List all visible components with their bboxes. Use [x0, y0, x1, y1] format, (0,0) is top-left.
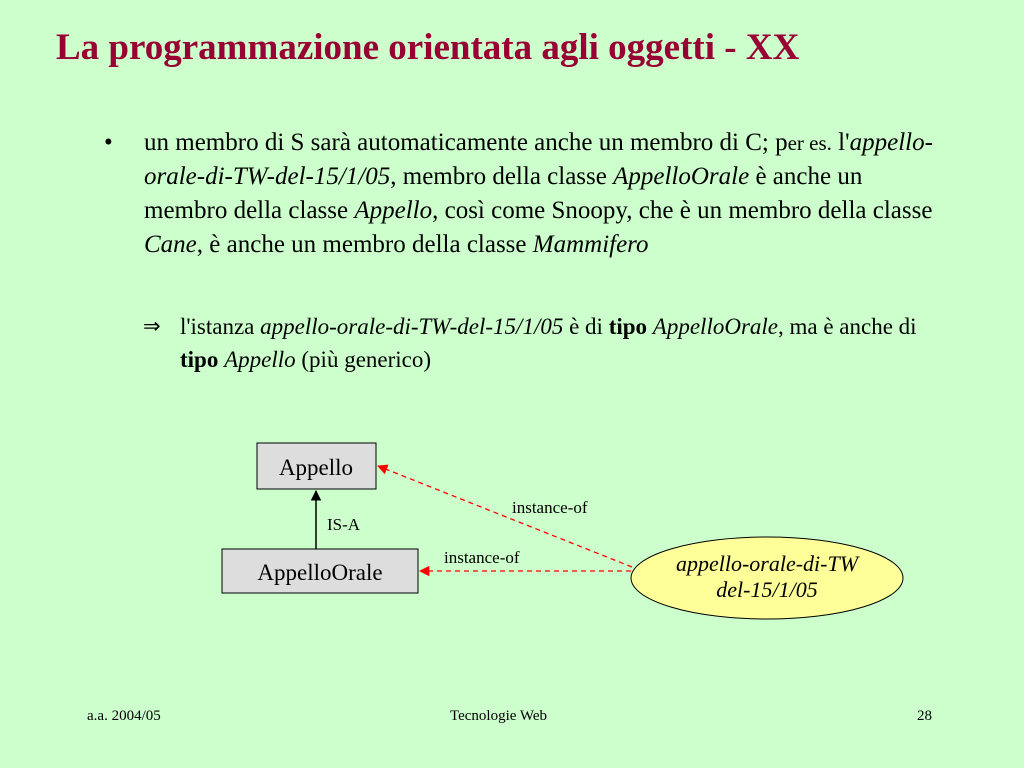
implies-arrow-icon: ⇒ [143, 314, 161, 338]
bullet-text-part: , membro della classe [390, 163, 614, 190]
class-name: AppelloOrale [652, 314, 778, 339]
sub-text-part: (più generico) [295, 347, 432, 372]
isa-label: IS-A [327, 515, 361, 534]
class-name: Appello [224, 347, 296, 372]
footer-academic-year: a.a. 2004/05 [87, 708, 161, 724]
instance-of-label-bottom: instance-of [444, 548, 520, 567]
bullet-text-part: , così come Snoopy, che è un membro della classe [432, 197, 933, 224]
class-appello-orale-box [222, 549, 418, 593]
instance-ellipse [631, 537, 903, 619]
class-appello-orale-label: AppelloOrale [257, 560, 383, 585]
instance-label-line1: appello-orale-di-TW [675, 551, 859, 576]
class-name: Mammifero [532, 231, 649, 258]
bullet-icon: • [104, 129, 113, 156]
footer-page-number: 28 [917, 708, 932, 724]
bullet-text-part: , è anche un membro della classe [196, 231, 533, 258]
sub-text-part: l'istanza [180, 314, 261, 339]
bullet-text-part: un membro di S sarà automaticamente anche un membro di C; p [144, 129, 788, 156]
class-appello-label: Appello [278, 455, 354, 480]
bullet-text-part: er es. [787, 131, 832, 155]
sub-text-part: è di [563, 314, 609, 339]
instance-of-label-top: instance-of [512, 498, 588, 517]
slide-title: La programmazione orientata agli oggetti - XX [56, 27, 800, 68]
class-name: AppelloOrale [613, 163, 750, 190]
instance-name: appello-orale-di-TW-del-15/1/05 [144, 129, 933, 190]
instance-name: appello-orale-di-TW-del-15/1/05 [260, 314, 564, 339]
class-name: Appello [354, 197, 433, 224]
keyword-tipo: tipo [608, 314, 648, 339]
instance-label-line2: del-15/1/05 [716, 577, 818, 602]
footer-course-name: Tecnologie Web [450, 708, 548, 724]
class-appello-box [257, 443, 376, 489]
bullet-text-part: è anche un membro della classe [144, 163, 863, 224]
bullet-text-part: l' [831, 129, 850, 156]
sub-text-part: , ma è anche di [778, 314, 917, 339]
keyword-tipo: tipo [180, 347, 219, 372]
class-name: Cane [144, 231, 197, 258]
